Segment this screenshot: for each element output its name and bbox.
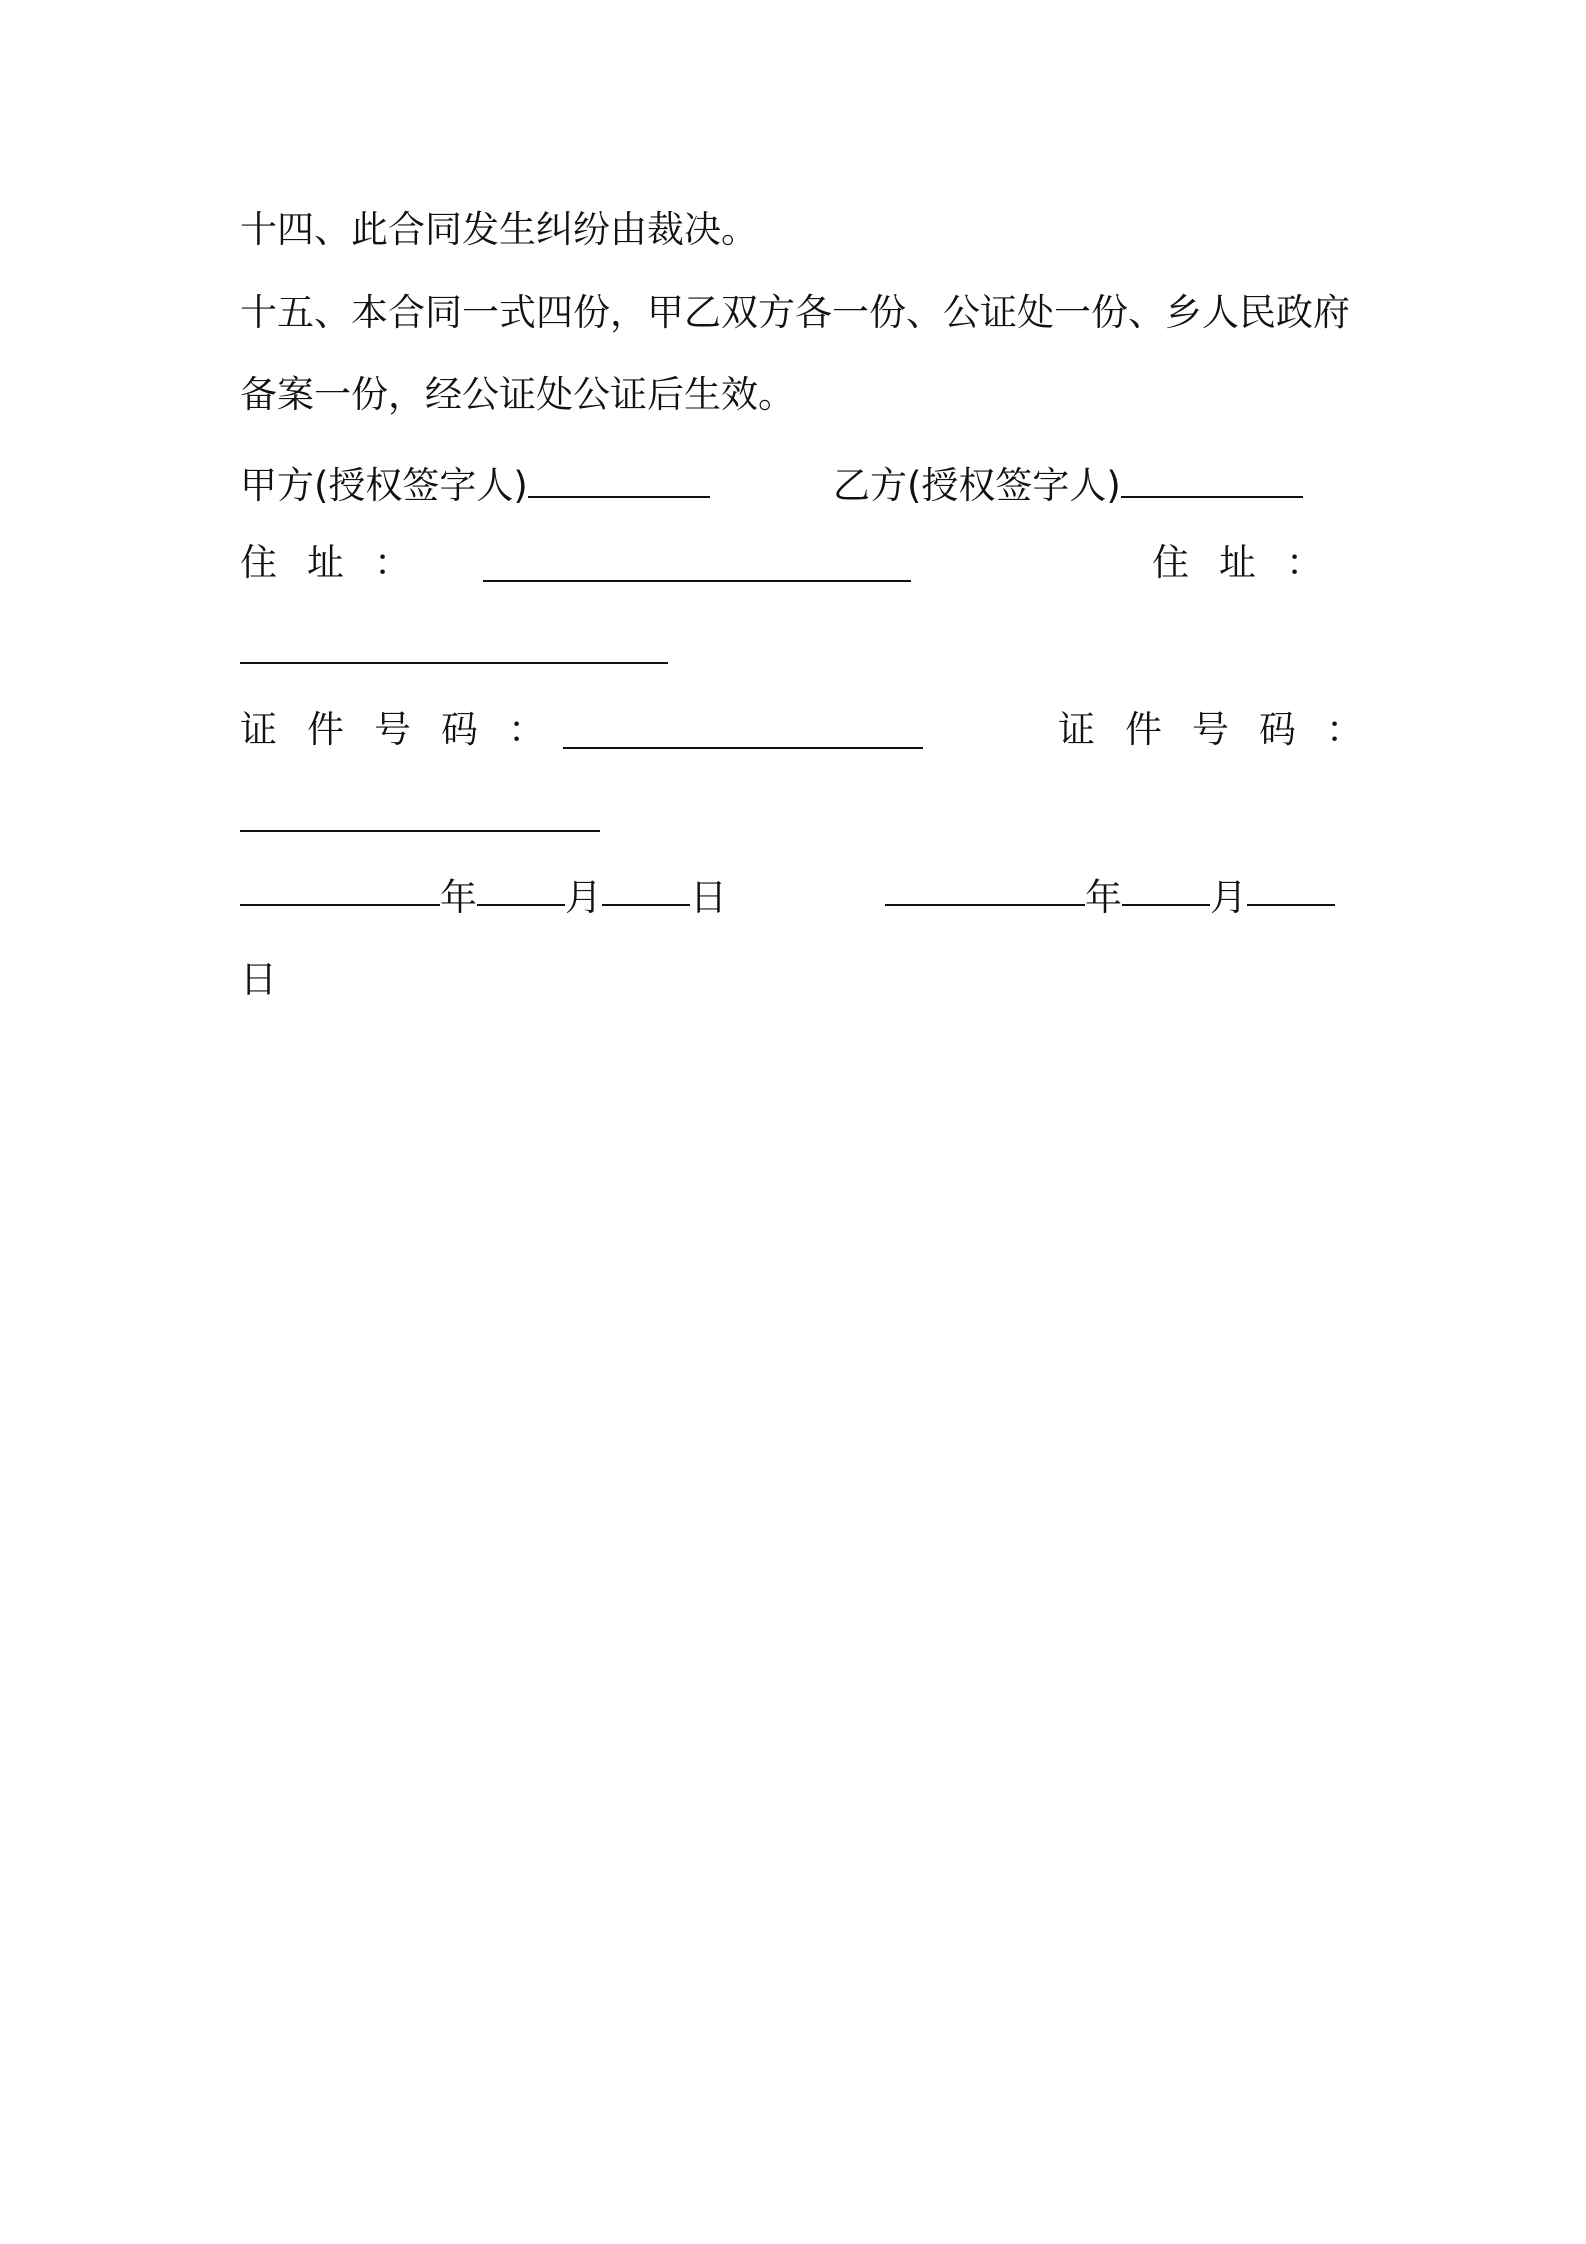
party-a-day-label: 日 — [690, 876, 727, 919]
party-b-label: 乙方(授权签字人) — [833, 464, 1121, 507]
party-a-address-blank[interactable] — [483, 544, 911, 582]
id-number-row — [240, 705, 1393, 755]
party-a-month-blank[interactable] — [477, 868, 565, 906]
party-b-address-blank-row — [240, 620, 1350, 670]
party-b-day-label: 日 — [240, 958, 277, 1001]
party-b-month-blank[interactable] — [1122, 868, 1210, 906]
party-b-id-number — [1058, 705, 1393, 755]
party-b-day-blank[interactable] — [1247, 868, 1335, 906]
party-a-signatory — [240, 460, 710, 511]
party-a-id-label: 证件号码： — [240, 708, 575, 751]
address-row — [240, 538, 1353, 588]
party-a-date — [240, 872, 727, 923]
date-row — [240, 872, 1350, 922]
party-a-id-blank[interactable] — [563, 711, 923, 749]
party-a-signature-blank[interactable] — [528, 460, 710, 498]
clause-14: 十四、此合同发生纠纷由裁决。 — [240, 208, 758, 251]
party-a-address — [240, 538, 441, 588]
party-a-label: 甲方(授权签字人) — [240, 464, 528, 507]
party-b-month-label: 月 — [1210, 876, 1247, 919]
party-b-year-label: 年 — [1085, 876, 1122, 919]
party-a-id-number — [240, 705, 575, 755]
clause-15-line-2: 备案一份，经公证处公证后生效。 — [240, 373, 795, 416]
clause-15-line-1: 十五、本合同一式四份，甲乙双方各一份、公证处一份、乡人民政府 — [240, 291, 1350, 334]
party-a-address-label: 住址： — [240, 541, 441, 584]
party-a-month-label: 月 — [565, 876, 602, 919]
party-b-signatory — [833, 460, 1303, 511]
party-b-date — [885, 872, 1335, 923]
party-b-address-blank[interactable] — [240, 626, 668, 664]
party-a-day-blank[interactable] — [602, 868, 690, 906]
signatory-row — [240, 460, 1350, 510]
party-a-year-label: 年 — [440, 876, 477, 919]
party-b-address — [1152, 538, 1353, 588]
party-b-address-label: 住址： — [1152, 541, 1353, 584]
party-b-year-blank[interactable] — [885, 868, 1085, 906]
party-b-signature-blank[interactable] — [1121, 460, 1303, 498]
party-b-id-label: 证件号码： — [1058, 708, 1393, 751]
party-b-id-blank-row — [240, 788, 1350, 838]
party-a-year-blank[interactable] — [240, 868, 440, 906]
party-b-id-blank[interactable] — [240, 794, 600, 832]
